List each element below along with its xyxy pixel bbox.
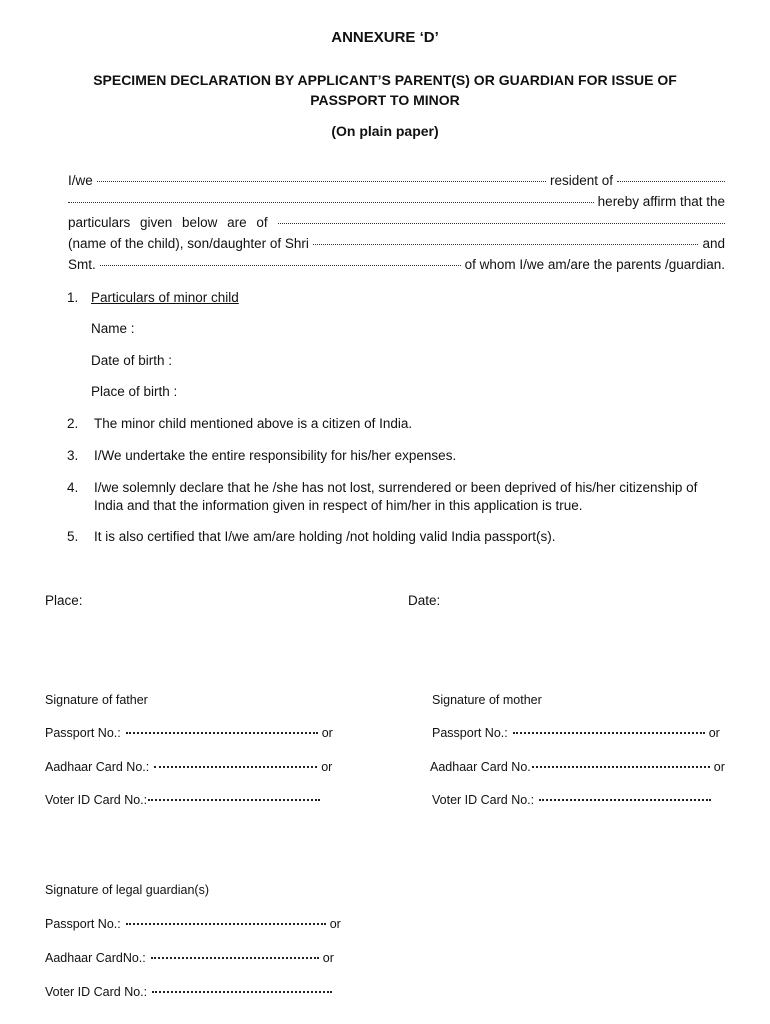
father-passport-field[interactable] <box>45 726 333 740</box>
guardian-aadhaar-label: Aadhaar CardNo.: <box>45 951 146 965</box>
guardian-passport-field[interactable] <box>45 917 341 931</box>
guardian-passport-or: or <box>329 917 341 931</box>
father-signature-heading: Signature of father <box>45 693 148 707</box>
item-3-text: I/We undertake the entire responsibility for his/her expenses. <box>94 448 457 463</box>
child-pob-field[interactable]: Place of birth : <box>91 384 178 399</box>
mother-passport-label: Passport No.: <box>432 726 508 740</box>
plain-paper-note: (On plain paper) <box>331 123 439 139</box>
address-blank-1[interactable] <box>617 181 725 182</box>
father-passport-label: Passport No.: <box>45 726 121 740</box>
father-aadhaar-field[interactable] <box>45 760 332 774</box>
guardian-signature-heading: Signature of legal guardian(s) <box>45 883 209 897</box>
mother-voter-field[interactable] <box>432 793 715 807</box>
item-3-number: 3. <box>67 448 79 463</box>
intro-line-3 <box>68 215 725 230</box>
form-subtitle-line1: SPECIMEN DECLARATION BY APPLICANT’S PARENT(S) OR GUARDIAN FOR ISSUE OF <box>93 72 677 88</box>
item-5-text: It is also certified that I/we am/are holding /not holding valid India passport(s). <box>94 529 556 544</box>
name-of-child-label: (name of the child), son/daughter of Shri <box>68 236 309 251</box>
mother-aadhaar-field[interactable] <box>430 760 725 774</box>
hereby-affirm-label: hereby affirm that the <box>597 194 725 209</box>
smt-label: Smt. <box>68 257 96 272</box>
guardian-passport-blank[interactable] <box>126 923 326 925</box>
intro-line-4 <box>68 236 725 251</box>
intro-line-1 <box>68 173 725 188</box>
intro-line-5 <box>68 257 725 272</box>
father-name-blank[interactable] <box>313 244 699 245</box>
of-whom-label: of whom I/we am/are the parents /guardian. <box>464 257 725 272</box>
mother-passport-field[interactable] <box>432 726 720 740</box>
guardian-aadhaar-or: or <box>322 951 334 965</box>
guardian-passport-label: Passport No.: <box>45 917 121 931</box>
father-voter-field[interactable] <box>45 793 324 807</box>
child-dob-field[interactable]: Date of birth : <box>91 353 173 368</box>
item-2-number: 2. <box>67 416 79 431</box>
particulars-given-label: particulars given below are of <box>68 215 268 230</box>
item-4-number: 4. <box>67 480 79 495</box>
address-blank-2[interactable] <box>68 202 594 203</box>
guardian-aadhaar-field[interactable] <box>45 951 334 965</box>
guardian-voter-blank[interactable] <box>152 991 332 993</box>
father-aadhaar-label: Aadhaar Card No.: <box>45 760 150 774</box>
mother-voter-label: Voter ID Card No.: <box>432 793 535 807</box>
item-4-text-line1: I/we solemnly declare that he /she has not lost, surrendered or been deprived of his/her citizenship of <box>94 480 698 495</box>
father-voter-label: Voter ID Card No.: <box>45 793 148 807</box>
mother-passport-blank[interactable] <box>513 732 705 734</box>
father-voter-blank[interactable] <box>148 799 320 801</box>
child-name-blank[interactable] <box>278 223 725 224</box>
mother-aadhaar-label: Aadhaar Card No. <box>430 760 531 774</box>
and-label: and <box>702 236 725 251</box>
guardian-voter-field[interactable] <box>45 985 336 999</box>
guardian-voter-label: Voter ID Card No.: <box>45 985 148 999</box>
page-title: ANNEXURE ‘D’ <box>331 29 439 46</box>
item-2-text: The minor child mentioned above is a citizen of India. <box>94 416 413 431</box>
mother-aadhaar-blank[interactable] <box>532 766 710 768</box>
resident-of-label: resident of <box>549 173 613 188</box>
intro-line-2 <box>68 194 725 209</box>
father-passport-or: or <box>321 726 333 740</box>
mother-signature-heading: Signature of mother <box>432 693 542 707</box>
father-aadhaar-or: or <box>321 760 333 774</box>
mother-voter-blank[interactable] <box>539 799 711 801</box>
father-aadhaar-blank[interactable] <box>154 766 317 768</box>
iwe-label: I/we <box>68 173 93 188</box>
child-name-field[interactable]: Name : <box>91 321 135 336</box>
item-4-text-line2: India and that the information given in respect of him/her in this application is true. <box>94 498 583 513</box>
parent-name-blank[interactable] <box>97 181 546 182</box>
mother-name-blank[interactable] <box>100 265 461 266</box>
guardian-aadhaar-blank[interactable] <box>151 957 319 959</box>
father-passport-blank[interactable] <box>126 732 318 734</box>
mother-passport-or: or <box>708 726 720 740</box>
date-field[interactable]: Date: <box>408 593 441 608</box>
form-subtitle-line2: PASSPORT TO MINOR <box>310 92 460 108</box>
mother-aadhaar-or: or <box>713 760 725 774</box>
item-5-number: 5. <box>67 529 79 544</box>
place-field[interactable]: Place: <box>45 593 83 608</box>
item-1-number: 1. <box>67 290 79 305</box>
item-1-heading: Particulars of minor child <box>91 290 239 305</box>
